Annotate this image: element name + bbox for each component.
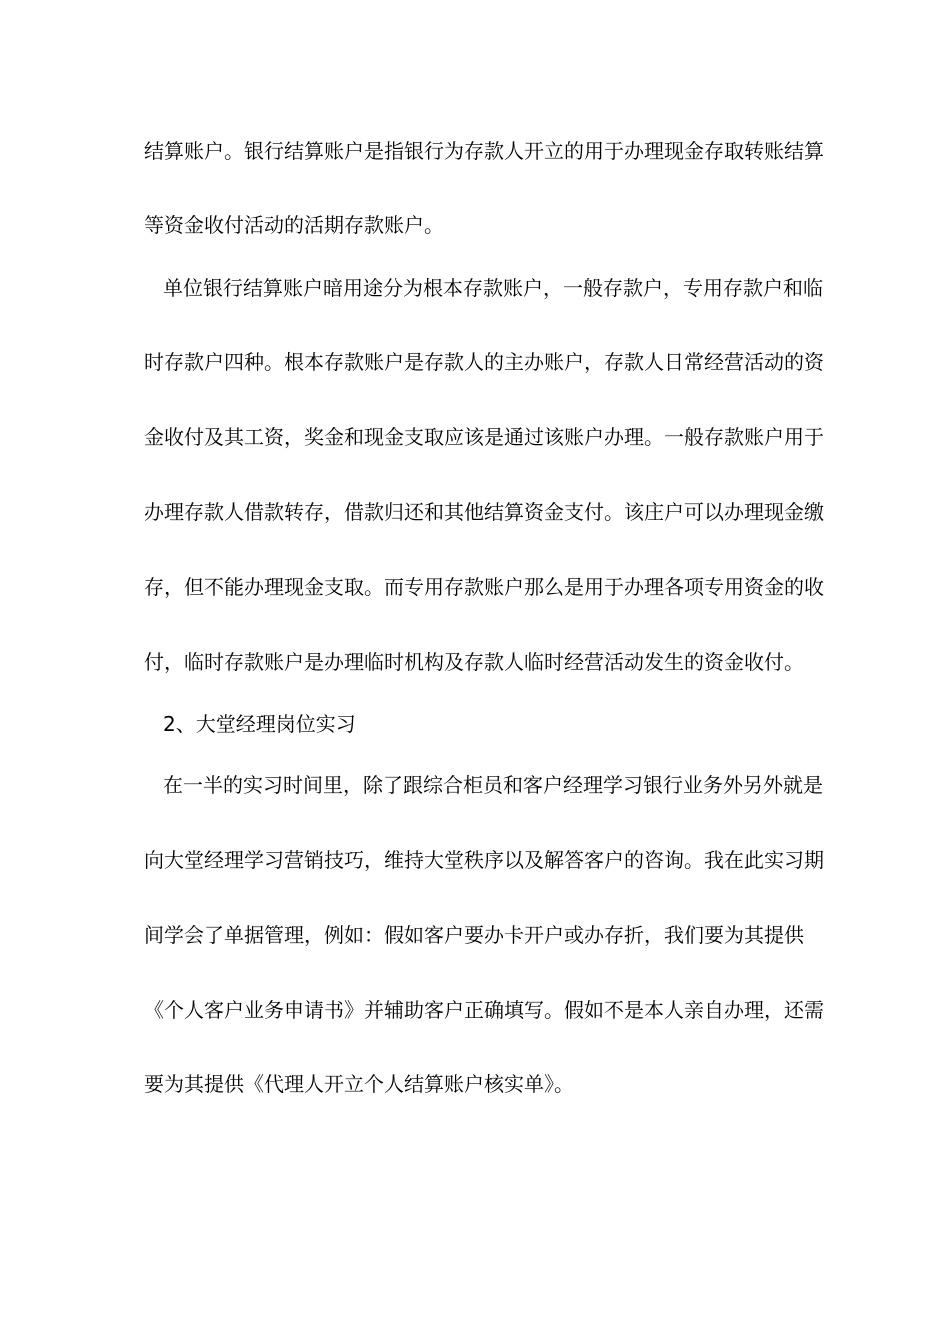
paragraph-line: 间学会了单据管理，例如：假如客户要办卡开户或办存折，我们要为其提供 (144, 923, 804, 947)
paragraph-line: 在一半的实习时间里，除了跟综合柜员和客户经理学习银行业务外另外就是 (163, 773, 823, 797)
paragraph-line: 等资金收付活动的活期存款账户。 (144, 213, 444, 237)
paragraph-line: 结算账户。银行结算账户是指银行为存款人开立的用于办理现金存取转账结算 (144, 139, 824, 163)
paragraph-line: 单位银行结算账户暗用途分为根本存款账户，一般存款户，专用存款户和临 (163, 276, 823, 300)
paragraph-line: 时存款户四种。根本存款账户是存款人的主办账户，存款人日常经营活动的资 (144, 350, 824, 374)
paragraph-line: 存，但不能办理现金支取。而专用存款账户那么是用于办理各项专用资金的收 (144, 575, 824, 599)
paragraph-line: 金收付及其工资，奖金和现金支取应该是通过该账户办理。一般存款账户用于 (144, 425, 824, 449)
section-heading: 2、大堂经理岗位实习 (163, 712, 356, 736)
paragraph-line: 付，临时存款账户是办理临时机构及存款人临时经营活动发生的资金收付。 (144, 650, 804, 674)
paragraph-line: 向大堂经理学习营销技巧，维持大堂秩序以及解答客户的咨询。我在此实习期 (144, 848, 824, 872)
paragraph-line: 要为其提供《代理人开立个人结算账户核实单》。 (144, 1072, 574, 1096)
paragraph-line: 办理存款人借款转存，借款归还和其他结算资金支付。该庄户可以办理现金缴 (144, 500, 824, 524)
paragraph-line: 《个人客户业务申请书》并辅助客户正确填写。假如不是本人亲自办理，还需 (144, 998, 824, 1022)
